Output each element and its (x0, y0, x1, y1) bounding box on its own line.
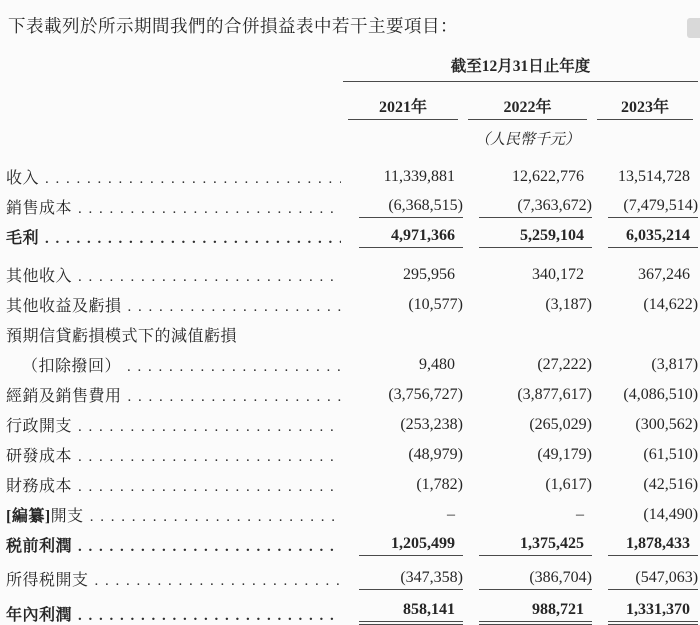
row-other-gains-losses (6, 286, 698, 316)
row-other-income (6, 248, 698, 286)
row-label: 研發成本 (6, 448, 73, 465)
row-label: 銷售成本 (6, 200, 73, 217)
cell-value: (49,179) (537, 446, 592, 463)
cell-value: – (447, 506, 455, 523)
cell-value: 1,375,425 (479, 535, 592, 556)
dot-leader (78, 448, 341, 466)
row-revenue (6, 149, 698, 188)
row-finance-costs (6, 466, 698, 496)
row-gross-profit (6, 218, 698, 248)
cell-value: 9,480 (419, 356, 455, 373)
dot-leader (78, 268, 341, 286)
cell-value: (10,577) (408, 296, 463, 313)
dot-leader (128, 388, 341, 406)
row-redacted-expenses (6, 496, 698, 526)
cell-value: (300,562) (635, 416, 699, 433)
row-label: 財務成本 (6, 478, 73, 495)
header-years-row (6, 82, 698, 121)
cell-value: 13,514,728 (618, 168, 691, 185)
row-label: 其他收入 (6, 268, 73, 285)
dot-leader (78, 200, 341, 218)
cell-value: (7,363,672) (479, 197, 592, 218)
row-label: 行政開支 (6, 418, 73, 435)
cell-value: 12,622,776 (512, 168, 584, 185)
dot-leader (78, 538, 341, 556)
cell-value: (6,368,515) (359, 197, 463, 218)
row-label: 其他收益及虧損 (6, 298, 122, 315)
dot-leader (78, 607, 341, 625)
cell-value: (3,187) (545, 296, 592, 313)
cell-value: (386,704) (479, 569, 592, 590)
row-income-tax-expense (6, 556, 698, 590)
row-profit-for-year (6, 590, 698, 625)
year-2021-header: 2021年 (343, 82, 463, 121)
cell-value: 6,035,214 (608, 227, 698, 248)
currency-unit-label: （人民幣千元） (474, 132, 580, 148)
cell-value: (14,490) (643, 506, 699, 523)
cell-value: (4,086,510) (623, 386, 699, 403)
cell-value: 1,331,370 (608, 601, 698, 625)
page-title: 下表載列於所示期間我們的合併損益表中若干主要項目： (8, 16, 458, 36)
header-unit-row (6, 120, 698, 149)
income-statement-table (6, 54, 698, 625)
row-profit-before-tax (6, 526, 698, 556)
dot-leader (78, 418, 341, 436)
cell-value: (42,516) (643, 476, 699, 493)
row-label: 預期信貸虧損模式下的減值虧損 (6, 328, 238, 345)
cell-value: (347,358) (359, 569, 463, 590)
cell-value: (7,479,514) (608, 197, 698, 218)
cell-value: (253,238) (400, 416, 463, 433)
cell-value: 1,205,499 (359, 535, 463, 556)
row-cost-of-sales (6, 188, 698, 218)
row-label: 開支 (50, 508, 84, 525)
row-impairment-losses-line1 (6, 316, 698, 346)
dot-leader (45, 170, 341, 188)
row-label: （扣除撥回） (22, 358, 122, 375)
row-label: 税前利潤 (6, 538, 73, 555)
scan-artifact (687, 18, 700, 38)
cell-value: (48,979) (408, 446, 463, 463)
cell-value: (14,622) (643, 296, 699, 313)
cell-value: (265,029) (529, 416, 592, 433)
cell-value: (27,222) (537, 356, 592, 373)
dot-leader (127, 358, 341, 376)
cell-value: (3,817) (651, 356, 699, 373)
row-admin-expenses (6, 406, 698, 436)
row-rd-costs (6, 436, 698, 466)
year-2023-header: 2023年 (592, 82, 698, 121)
cell-value: (1,617) (545, 476, 592, 493)
cell-value: 11,339,881 (383, 168, 455, 185)
cell-value: (1,782) (416, 476, 463, 493)
row-label: 所得税開支 (6, 572, 89, 589)
cell-value: 988,721 (479, 601, 592, 625)
row-label: 收入 (6, 170, 40, 187)
cell-value: 858,141 (359, 601, 463, 625)
dot-leader (78, 478, 341, 496)
header-period-row (6, 54, 698, 82)
cell-value: 4,971,366 (359, 227, 463, 248)
cell-value: 5,259,104 (479, 227, 592, 248)
cell-value: 295,956 (403, 266, 455, 283)
dot-leader (128, 298, 341, 316)
row-label: 年內利潤 (6, 607, 73, 624)
dot-leader (45, 230, 341, 248)
cell-value: – (576, 506, 584, 523)
period-header: 截至12月31日止年度 (343, 54, 698, 82)
cell-value: 340,172 (532, 266, 584, 283)
cell-value: (3,756,727) (388, 386, 463, 403)
cell-value: (61,510) (643, 446, 699, 463)
dot-leader (90, 508, 341, 526)
row-distribution-selling-expenses (6, 376, 698, 406)
row-label-bold-prefix: [編纂] (6, 508, 51, 525)
document-page (0, 13, 700, 624)
row-impairment-losses-line2 (6, 346, 698, 376)
row-label: 經銷及銷售費用 (6, 388, 122, 405)
dot-leader (95, 572, 341, 590)
cell-value: 367,246 (638, 266, 691, 283)
cell-value: 1,878,433 (608, 535, 698, 556)
year-2022-header: 2022年 (463, 82, 592, 121)
cell-value: (3,877,617) (517, 386, 592, 403)
cell-value: (547,063) (608, 569, 698, 590)
row-label: 毛利 (6, 230, 40, 247)
